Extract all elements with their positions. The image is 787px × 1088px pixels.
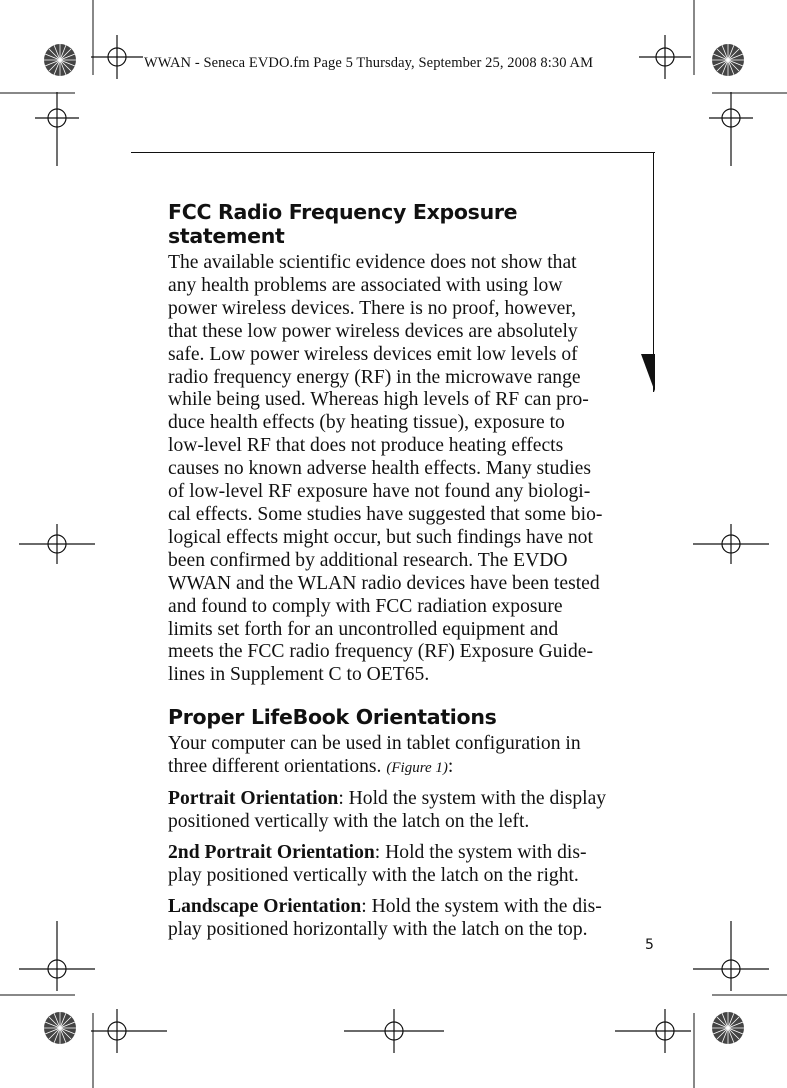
crosshair-target — [709, 92, 753, 166]
orientation-item-landscape: Landscape Orientation: Hold the system with the dis- play positioned horizontally with the latch on the top. — [168, 895, 602, 940]
figure-reference: (Figure 1) — [386, 760, 448, 777]
crosshair-target — [344, 1009, 444, 1053]
margin-rule — [653, 152, 654, 392]
crosshair-target — [91, 1009, 167, 1053]
crosshair-target — [19, 921, 95, 991]
print-slug: WWAN - Seneca EVDO.fm Page 5 Thursday, September 25, 2008 8:30 AM — [144, 55, 594, 71]
section-heading-fcc: FCC Radio Frequency Exposure statement — [168, 200, 518, 248]
crosshair-target — [19, 524, 95, 564]
crosshair-target — [91, 35, 143, 79]
fcc-paragraph: The available scientific evidence does not show that any health problems are associated with using low power wireless devices. There is no proof, however, that these low power wireless devices are absolutely safe. Low power wireless devices emit low levels of radio frequency energy (RF) in the microwave range while being used. Whereas high levels of RF can pro- duce health effects (by heating tissue), exposure to low-level RF that does not produce heating effects causes no known adverse health effects. Many studies of low-level RF exposure have not found any biologi- cal effects. Some studies have suggested that some bio- logical effects might occur, but such findings have not been confirmed by additional research. The EVDO WWAN and the WLAN radio devices have been tested and found to comply with FCC radiation exposure limits set forth for an uncontrolled equipment and meets the FCC radio frequency (RF) Exposure Guide- lines in Supplement C to OET65. — [168, 252, 603, 686]
crosshair-target — [693, 921, 769, 991]
section-heading-orientations: Proper LifeBook Orientations — [168, 705, 497, 730]
orientations-intro: Your computer can be used in tablet configuration in three different orientations. (Figure 1): — [168, 733, 581, 778]
starburst-target — [712, 1012, 744, 1044]
page-body — [168, 200, 618, 941]
crosshair-target — [35, 92, 79, 166]
crosshair-target — [615, 1009, 691, 1053]
page-number: 5 — [645, 937, 654, 953]
crosshair-target — [639, 35, 691, 79]
header-rule — [131, 152, 655, 153]
starburst-target — [44, 44, 76, 76]
orientation-item-portrait: Portrait Orientation: Hold the system with the display positioned vertically with the latch on the left. — [168, 788, 607, 832]
crosshair-target — [693, 524, 769, 564]
starburst-target — [44, 1012, 76, 1044]
orientation-item-2nd-portrait: 2nd Portrait Orientation: Hold the system with dis- play positioned vertically with the latch on the right. — [168, 841, 587, 886]
starburst-target — [712, 44, 744, 76]
